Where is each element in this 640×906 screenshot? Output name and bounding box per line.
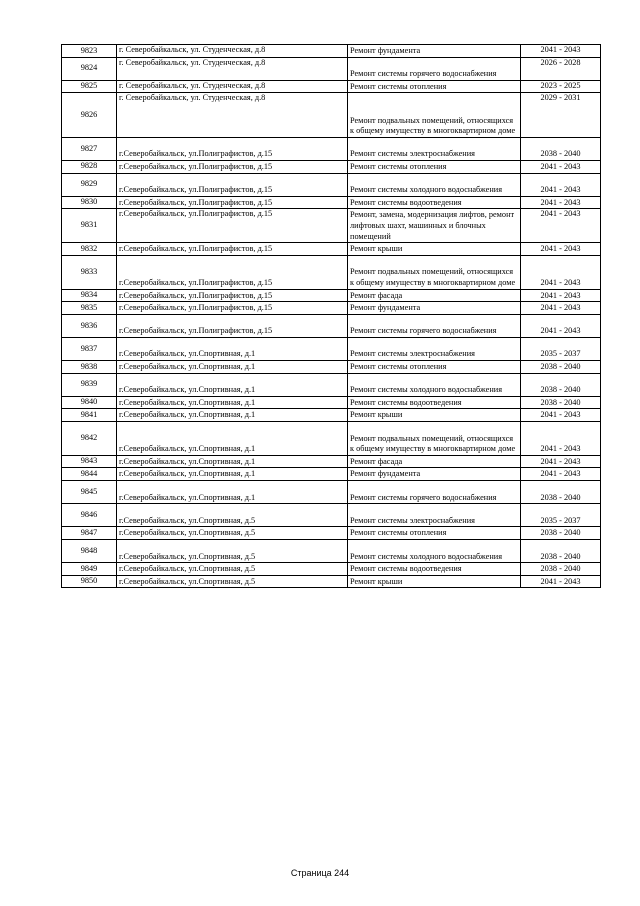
table-row bbox=[62, 540, 601, 563]
row-years: 2038 - 2040 bbox=[521, 396, 601, 409]
row-work-type: Ремонт фасада bbox=[348, 455, 521, 468]
row-address: г.Северобайкальск, ул.Спортивная, д.1 bbox=[117, 455, 348, 468]
row-years: 2041 - 2043 bbox=[521, 196, 601, 209]
row-number: 9849 bbox=[62, 563, 117, 576]
row-address: г.Северобайкальск, ул.Полиграфистов, д.15 bbox=[117, 160, 348, 173]
row-number: 9828 bbox=[62, 160, 117, 173]
row-address: г.Северобайкальск, ул.Спортивная, д.1 bbox=[117, 361, 348, 374]
row-work-type: Ремонт подвальных помещений, относящихся к общему имуществу в многоквартирном доме bbox=[348, 422, 521, 456]
row-number: 9843 bbox=[62, 455, 117, 468]
row-years: 2038 - 2040 bbox=[521, 373, 601, 396]
row-years: 2026 - 2028 bbox=[521, 57, 601, 80]
row-years: 2035 - 2037 bbox=[521, 504, 601, 527]
row-years: 2041 - 2043 bbox=[521, 314, 601, 337]
row-address: г.Северобайкальск, ул.Спортивная, д.1 bbox=[117, 337, 348, 360]
row-address: г.Северобайкальск, ул.Спортивная, д.5 bbox=[117, 575, 348, 588]
row-number: 9834 bbox=[62, 289, 117, 302]
row-address: г.Северобайкальск, ул.Спортивная, д.5 bbox=[117, 504, 348, 527]
row-number: 9827 bbox=[62, 137, 117, 160]
row-address: г. Северобайкальск, ул. Студенческая, д.8 bbox=[117, 80, 348, 93]
row-address: г. Северобайкальск, ул. Студенческая, д.8 bbox=[117, 45, 348, 58]
row-years: 2041 - 2043 bbox=[521, 422, 601, 456]
row-work-type: Ремонт крыши bbox=[348, 409, 521, 422]
row-number: 9846 bbox=[62, 504, 117, 527]
table-row bbox=[62, 481, 601, 504]
row-number: 9823 bbox=[62, 45, 117, 58]
row-years: 2038 - 2040 bbox=[521, 361, 601, 374]
row-number: 9838 bbox=[62, 361, 117, 374]
table-row bbox=[62, 289, 601, 302]
table-row bbox=[62, 302, 601, 315]
table-row bbox=[62, 575, 601, 588]
table-row bbox=[62, 80, 601, 93]
row-address: г. Северобайкальск, ул. Студенческая, д.8 bbox=[117, 93, 348, 137]
row-number: 9832 bbox=[62, 243, 117, 256]
row-years: 2029 - 2031 bbox=[521, 93, 601, 137]
table-row bbox=[62, 45, 601, 58]
row-number: 9831 bbox=[62, 209, 117, 243]
row-work-type: Ремонт системы электроснабжения bbox=[348, 337, 521, 360]
row-number: 9840 bbox=[62, 396, 117, 409]
table-row bbox=[62, 373, 601, 396]
table-row bbox=[62, 173, 601, 196]
table-row bbox=[62, 196, 601, 209]
row-years: 2041 - 2043 bbox=[521, 173, 601, 196]
row-work-type: Ремонт системы холодного водоснабжения bbox=[348, 540, 521, 563]
table-row bbox=[62, 243, 601, 256]
table-row bbox=[62, 527, 601, 540]
row-years: 2038 - 2040 bbox=[521, 137, 601, 160]
row-address: г.Северобайкальск, ул.Полиграфистов, д.15 bbox=[117, 243, 348, 256]
row-work-type: Ремонт системы электроснабжения bbox=[348, 504, 521, 527]
row-work-type: Ремонт фасада bbox=[348, 289, 521, 302]
row-work-type: Ремонт системы водоотведения bbox=[348, 396, 521, 409]
row-years: 2041 - 2043 bbox=[521, 455, 601, 468]
row-address: г.Северобайкальск, ул.Полиграфистов, д.15 bbox=[117, 255, 348, 289]
row-years: 2041 - 2043 bbox=[521, 160, 601, 173]
row-years: 2041 - 2043 bbox=[521, 243, 601, 256]
row-work-type: Ремонт системы водоотведения bbox=[348, 563, 521, 576]
row-number: 9833 bbox=[62, 255, 117, 289]
row-address: г. Северобайкальск, ул. Студенческая, д.8 bbox=[117, 57, 348, 80]
row-work-type: Ремонт фундамента bbox=[348, 302, 521, 315]
row-number: 9841 bbox=[62, 409, 117, 422]
table-row bbox=[62, 563, 601, 576]
row-number: 9850 bbox=[62, 575, 117, 588]
table-row bbox=[62, 314, 601, 337]
row-address: г.Северобайкальск, ул.Полиграфистов, д.15 bbox=[117, 137, 348, 160]
row-address: г.Северобайкальск, ул.Полиграфистов, д.15 bbox=[117, 289, 348, 302]
row-work-type: Ремонт крыши bbox=[348, 243, 521, 256]
row-years: 2041 - 2043 bbox=[521, 289, 601, 302]
row-years: 2041 - 2043 bbox=[521, 255, 601, 289]
row-number: 9836 bbox=[62, 314, 117, 337]
row-work-type: Ремонт фундамента bbox=[348, 468, 521, 481]
table-row bbox=[62, 409, 601, 422]
row-work-type: Ремонт подвальных помещений, относящихся к общему имуществу в многоквартирном доме bbox=[348, 93, 521, 137]
table-row bbox=[62, 137, 601, 160]
page-number: Страница 244 bbox=[290, 868, 350, 878]
table-row bbox=[62, 93, 601, 137]
row-number: 9826 bbox=[62, 93, 117, 137]
table-row bbox=[62, 57, 601, 80]
table-row bbox=[62, 361, 601, 374]
row-address: г.Северобайкальск, ул.Спортивная, д.5 bbox=[117, 527, 348, 540]
row-number: 9825 bbox=[62, 80, 117, 93]
table-row bbox=[62, 337, 601, 360]
row-address: г.Северобайкальск, ул.Спортивная, д.1 bbox=[117, 468, 348, 481]
row-work-type: Ремонт системы горячего водоснабжения bbox=[348, 314, 521, 337]
row-address: г.Северобайкальск, ул.Спортивная, д.1 bbox=[117, 481, 348, 504]
row-work-type: Ремонт системы водоотведения bbox=[348, 196, 521, 209]
row-years: 2023 - 2025 bbox=[521, 80, 601, 93]
row-address: г.Северобайкальск, ул.Полиграфистов, д.15 bbox=[117, 209, 348, 243]
row-number: 9830 bbox=[62, 196, 117, 209]
row-years: 2041 - 2043 bbox=[521, 302, 601, 315]
row-address: г.Северобайкальск, ул.Спортивная, д.5 bbox=[117, 563, 348, 576]
table-row bbox=[62, 396, 601, 409]
row-years: 2041 - 2043 bbox=[521, 468, 601, 481]
table-row bbox=[62, 455, 601, 468]
table-body bbox=[62, 45, 601, 588]
row-number: 9835 bbox=[62, 302, 117, 315]
row-address: г.Северобайкальск, ул.Полиграфистов, д.15 bbox=[117, 302, 348, 315]
row-work-type: Ремонт системы отопления bbox=[348, 160, 521, 173]
row-number: 9845 bbox=[62, 481, 117, 504]
row-work-type: Ремонт системы отопления bbox=[348, 361, 521, 374]
row-number: 9829 bbox=[62, 173, 117, 196]
row-number: 9847 bbox=[62, 527, 117, 540]
row-number: 9842 bbox=[62, 422, 117, 456]
row-work-type: Ремонт системы отопления bbox=[348, 80, 521, 93]
row-number: 9848 bbox=[62, 540, 117, 563]
row-years: 2041 - 2043 bbox=[521, 575, 601, 588]
row-number: 9837 bbox=[62, 337, 117, 360]
row-years: 2038 - 2040 bbox=[521, 481, 601, 504]
row-work-type: Ремонт системы горячего водоснабжения bbox=[348, 57, 521, 80]
table-row bbox=[62, 504, 601, 527]
row-work-type: Ремонт системы холодного водоснабжения bbox=[348, 173, 521, 196]
row-work-type: Ремонт крыши bbox=[348, 575, 521, 588]
row-address: г.Северобайкальск, ул.Спортивная, д.1 bbox=[117, 422, 348, 456]
table-row bbox=[62, 422, 601, 456]
row-work-type: Ремонт, замена, модернизация лифтов, ремонт лифтовых шахт, машинных и блочных помещений bbox=[348, 209, 521, 243]
row-work-type: Ремонт фундамента bbox=[348, 45, 521, 58]
row-years: 2038 - 2040 bbox=[521, 563, 601, 576]
row-address: г.Северобайкальск, ул.Спортивная, д.5 bbox=[117, 540, 348, 563]
row-years: 2041 - 2043 bbox=[521, 209, 601, 243]
row-number: 9839 bbox=[62, 373, 117, 396]
row-address: г.Северобайкальск, ул.Спортивная, д.1 bbox=[117, 373, 348, 396]
row-work-type: Ремонт системы электроснабжения bbox=[348, 137, 521, 160]
table-row bbox=[62, 209, 601, 243]
repair-schedule-table bbox=[61, 44, 601, 588]
row-years: 2035 - 2037 bbox=[521, 337, 601, 360]
row-address: г.Северобайкальск, ул.Спортивная, д.1 bbox=[117, 396, 348, 409]
row-work-type: Ремонт системы горячего водоснабжения bbox=[348, 481, 521, 504]
row-years: 2038 - 2040 bbox=[521, 540, 601, 563]
row-years: 2041 - 2043 bbox=[521, 45, 601, 58]
row-address: г.Северобайкальск, ул.Полиграфистов, д.15 bbox=[117, 196, 348, 209]
row-number: 9844 bbox=[62, 468, 117, 481]
table-row bbox=[62, 160, 601, 173]
table-row bbox=[62, 255, 601, 289]
row-number: 9824 bbox=[62, 57, 117, 80]
row-work-type: Ремонт подвальных помещений, относящихся к общему имуществу в многоквартирном доме bbox=[348, 255, 521, 289]
row-years: 2041 - 2043 bbox=[521, 409, 601, 422]
row-years: 2038 - 2040 bbox=[521, 527, 601, 540]
row-address: г.Северобайкальск, ул.Полиграфистов, д.15 bbox=[117, 173, 348, 196]
row-address: г.Северобайкальск, ул.Спортивная, д.1 bbox=[117, 409, 348, 422]
row-work-type: Ремонт системы холодного водоснабжения bbox=[348, 373, 521, 396]
table-row bbox=[62, 468, 601, 481]
row-address: г.Северобайкальск, ул.Полиграфистов, д.15 bbox=[117, 314, 348, 337]
row-work-type: Ремонт системы отопления bbox=[348, 527, 521, 540]
